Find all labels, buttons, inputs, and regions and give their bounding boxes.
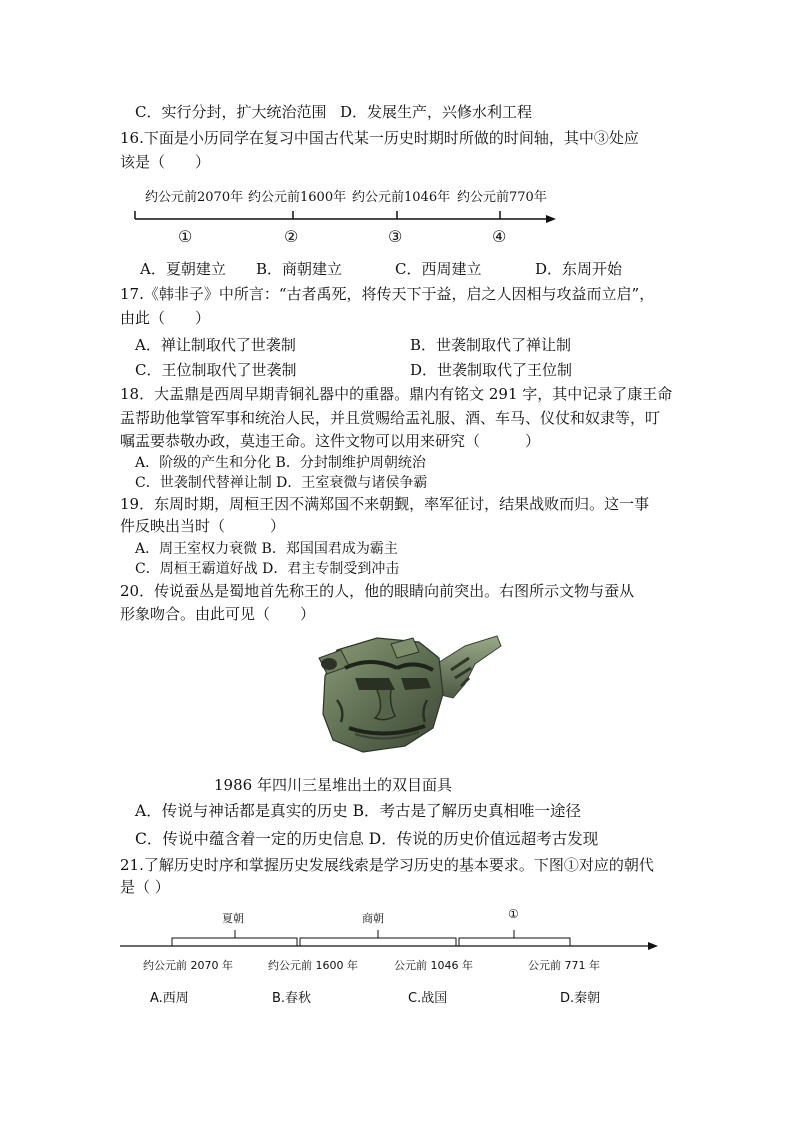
q16-stem-line1: 16.下面是小历同学在复习中国古代某一历史时期时所做的时间轴，其中③处应 <box>120 129 639 147</box>
q17-option-a: A．禅让制取代了世袭制 <box>135 336 296 354</box>
q19-stem-line1: 19．东周时期，周桓王因不满郑国不来朝觐，率军征讨，结果战败而归。这一事 <box>120 495 650 513</box>
q18-options-cd: C．世袭制代替禅让制 D．王室衰微与诸侯争霸 <box>135 475 428 491</box>
q18-options-ab: A．阶级的产生和分化 B．分封制维护周朝统治 <box>135 455 426 471</box>
q16-stem-line2: 该是（ ） <box>120 153 211 171</box>
q17-stem-line2: 由此（ ） <box>120 309 211 327</box>
q16-option-d: D．东周开始 <box>535 260 623 278</box>
q21-stem-line2: 是（ ） <box>120 878 170 896</box>
q21-option-b: B.春秋 <box>272 991 312 1006</box>
q20-options-cd: C．传说中蕴含着一定的历史信息 D．传说的历史价值远超考古发现 <box>135 830 599 848</box>
q17-option-b: B．世袭制取代了禅让制 <box>410 336 572 354</box>
q20-image-caption: 1986 年四川三星堆出土的双目面具 <box>214 776 452 794</box>
q19-options-ab: A．周王室权力衰微 B．郑国国君成为霸主 <box>135 541 398 557</box>
q21-option-a: A.西周 <box>150 991 189 1006</box>
q20-stem-line2: 形象吻合。由此可见（ ） <box>120 605 316 623</box>
q16-date-label-4: 约公元前770年 <box>457 190 547 205</box>
q20-stem-line1: 20．传说蚕丛是蜀地首先称王的人，他的眼睛向前突出。右图所示文物与蚕从 <box>120 582 635 600</box>
q21-date-label-2: 约公元前 1600 年 <box>268 959 358 972</box>
q21-period-shang: 商朝 <box>362 912 384 925</box>
q16-mark-1: ① <box>178 227 193 246</box>
q17-option-d: D．世袭制取代了王位制 <box>410 361 573 379</box>
q15-option-c: C．实行分封，扩大统治范围 <box>135 103 327 121</box>
q18-stem-line3: 嘱盂要恭敬办政，莫违王命。这件文物可以用来研究（ ） <box>120 432 541 450</box>
q16-mark-3: ③ <box>388 227 403 246</box>
q16-mark-2: ② <box>284 227 299 246</box>
q21-option-d: D.秦朝 <box>560 991 601 1006</box>
q17-stem-line1: 17.《韩非子》中所言：“古者禹死，将传天下于益，启之人因相与攻益而立启”， <box>120 285 655 303</box>
q15-option-d: D．发展生产，兴修水利工程 <box>340 103 533 121</box>
q18-stem-line2: 盂帮助他掌管军事和统治人民，并且赏赐给盂礼服、酒、车马、仪仗和奴隶等，叮 <box>120 409 661 427</box>
q21-date-label-1: 约公元前 2070 年 <box>143 959 233 972</box>
q21-stem-line1: 21.了解历史时序和掌握历史发展线索是学习历史的基本要求。下图①对应的朝代 <box>120 856 654 874</box>
q21-period-xia: 夏朝 <box>222 912 244 925</box>
q16-date-label-1: 约公元前2070年 <box>145 190 244 205</box>
q18-stem-line1: 18．大盂鼎是西周早期青铜礼器中的重器。鼎内有铭文 291 字，其中记录了康王命 <box>120 385 673 403</box>
q17-option-c: C．王位制取代了世袭制 <box>135 361 297 379</box>
q16-date-label-3: 约公元前1046年 <box>352 190 451 205</box>
q19-stem-line2: 件反映出当时（ ） <box>120 517 286 535</box>
q16-option-b: B．商朝建立 <box>256 260 343 278</box>
q20-options-ab: A．传说与神话都是真实的历史 B．考古是了解历史真相唯一途径 <box>135 802 582 820</box>
q21-option-c: C.战国 <box>408 991 448 1006</box>
q16-mark-4: ④ <box>492 227 507 246</box>
q21-period-marker-1: ① <box>508 907 519 921</box>
q21-date-label-4: 公元前 771 年 <box>528 959 600 972</box>
q16-option-a: A．夏朝建立 <box>140 260 226 278</box>
q16-date-label-2: 约公元前1600年 <box>248 190 347 205</box>
q16-option-c: C．西周建立 <box>395 260 482 278</box>
q19-options-cd: C．周桓王霸道好战 D．君主专制受到冲击 <box>135 561 400 577</box>
q21-date-label-3: 公元前 1046 年 <box>394 959 473 972</box>
